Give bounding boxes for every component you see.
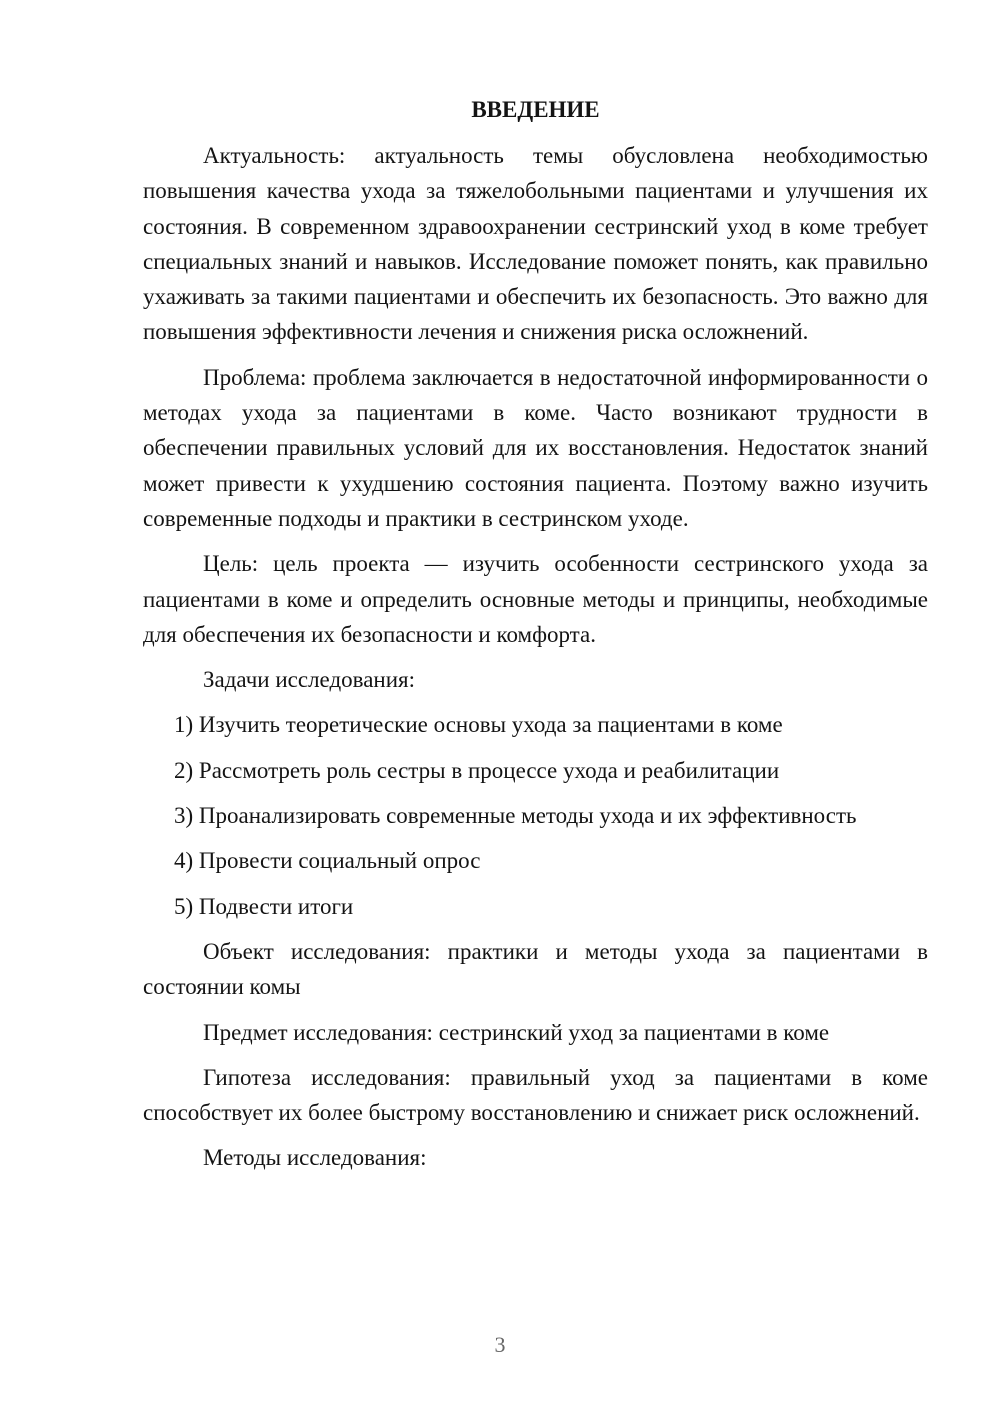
methods-heading: Методы исследования: — [203, 1145, 427, 1171]
task-item: 1) Изучить теоретические основы ухода за пациентами в коме — [174, 712, 783, 738]
task-item: 3) Проанализировать современные методы ухода и их эффективность — [174, 803, 857, 829]
task-item: 5) Подвести итоги — [174, 893, 354, 919]
problem-paragraph: Проблема: проблема заключается в недостаточной информированности о методах ухода за пациентами в коме. Часто возникают трудности в обеспечении правильных условий для их восстановления. Недостаток знаний может привести к ухудшению состояния пациента. Поэтому важно изучить современные подходы и практики в сестринском уходе. — [143, 364, 928, 531]
tasks-heading: Задачи исследования: — [203, 667, 416, 693]
relevance-paragraph: Актуальность: актуальность темы обусловлена необходимостью повышения качества ухода за тяжелобольными пациентами и улучшения их состояния. В современном здравоохранении сестринский уход в коме требует специальных знаний и навыков. Исследование поможет понять, как правильно ухаживать за такими пациентами и обеспечить их безопасность. Это важно для повышения эффективности лечения и снижения риска осложнений. — [143, 143, 928, 345]
hypothesis-paragraph: Гипотеза исследования: правильный уход за пациентами в коме способствует их более быстрому восстановлению и снижает риск осложнений. — [143, 1064, 928, 1126]
tasks-list — [143, 707, 928, 923]
document-page — [143, 92, 928, 1186]
page-number: 3 — [494, 1332, 506, 1357]
task-item: 4) Провести социальный опрос — [174, 848, 481, 874]
object-paragraph: Объект исследования: практики и методы ухода за пациентами в состоянии комы — [143, 938, 928, 1000]
section-title: ВВЕДЕНИЕ — [471, 97, 600, 122]
subject-paragraph: Предмет исследования: сестринский уход за пациентами в коме — [203, 1019, 830, 1045]
task-item: 2) Рассмотреть роль сестры в процессе ухода и реабилитации — [174, 757, 780, 783]
goal-paragraph: Цель: цель проекта — изучить особенности сестринского ухода за пациентами в коме и определить основные методы и принципы, необходимые для обеспечения их безопасности и комфорта. — [143, 551, 928, 647]
